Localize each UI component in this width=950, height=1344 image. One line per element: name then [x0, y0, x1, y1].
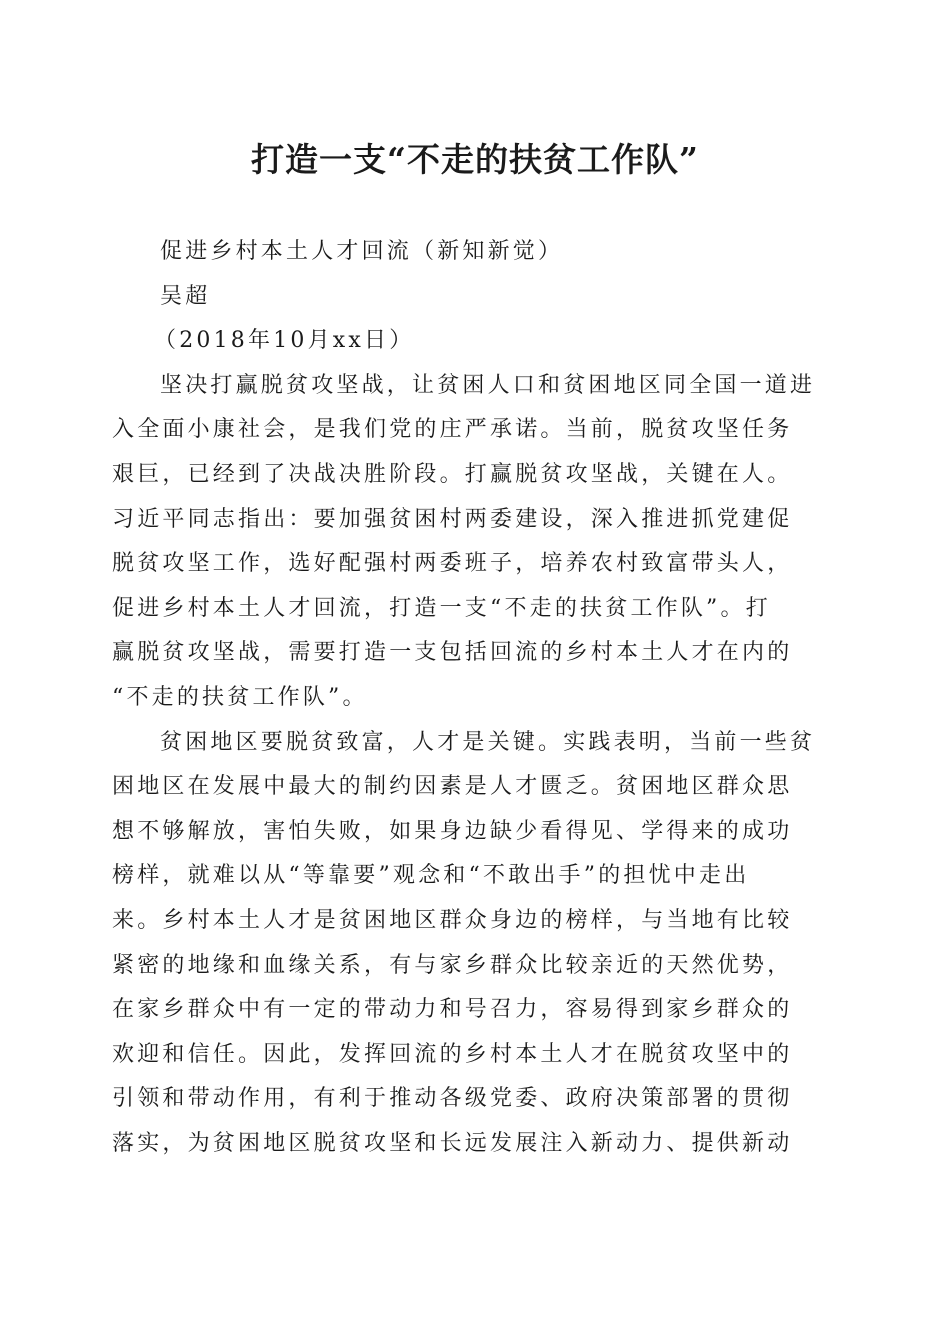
paragraph-2-line-3: 想不够解放，害怕失败，如果身边缺少看得见、学得来的成功	[112, 818, 793, 844]
paragraph-2-line-4: 榜样，就难以从“等靠要”观念和“不敢出手”的担忧中走出	[112, 863, 750, 889]
paragraph-2-line-2: 困地区在发展中最大的制约因素是人才匮乏。贫困地区群众思	[112, 774, 793, 800]
date-line: （2018年10月xx日）	[154, 328, 415, 354]
paragraph-1-line-8: “不走的扶贫工作队”。	[112, 684, 368, 710]
paragraph-1-line-5: 脱贫攻坚工作，选好配强村两委班子，培养农村致富带头人，	[112, 551, 793, 577]
paragraph-1-line-4: 习近平同志指出：要加强贫困村两委建设，深入推进抓党建促	[112, 506, 793, 532]
paragraph-2-line-9: 引领和带动作用，有利于推动各级党委、政府决策部署的贯彻	[112, 1086, 793, 1112]
paragraph-2-line-7: 在家乡群众中有一定的带动力和号召力，容易得到家乡群众的	[112, 997, 793, 1023]
paragraph-2-line-5: 来。乡村本土人才是贫困地区群众身边的榜样，与当地有比较	[112, 907, 793, 933]
paragraph-1-line-7: 赢脱贫攻坚战，需要打造一支包括回流的乡村本土人才在内的	[112, 640, 793, 666]
paragraph-2-line-1: 贫困地区要脱贫致富，人才是关键。实践表明，当前一些贫	[160, 729, 816, 755]
author-line: 吴超	[160, 283, 211, 309]
paragraph-1-line-1: 坚决打赢脱贫攻坚战，让贫困人口和贫困地区同全国一道进	[160, 372, 816, 398]
paragraph-1-line-2: 入全面小康社会，是我们党的庄严承诺。当前，脱贫攻坚任务	[112, 417, 793, 443]
document-title: 打造一支“不走的扶贫工作队”	[251, 140, 699, 179]
document-body	[112, 230, 824, 1166]
paragraph-1-line-6: 促进乡村本土人才回流，打造一支“不走的扶贫工作队”。打	[112, 595, 771, 621]
paragraph-2-line-8: 欢迎和信任。因此，发挥回流的乡村本土人才在脱贫攻坚中的	[112, 1041, 793, 1067]
paragraph-2-line-6: 紧密的地缘和血缘关系，有与家乡群众比较亲近的天然优势，	[112, 952, 793, 978]
subtitle-line: 促进乡村本土人才回流（新知新觉）	[160, 239, 564, 264]
paragraph-2-line-10: 落实，为贫困地区脱贫攻坚和长远发展注入新动力、提供新动	[112, 1130, 793, 1156]
paragraph-1-line-3: 艰巨，已经到了决战决胜阶段。打赢脱贫攻坚战，关键在人。	[112, 461, 793, 487]
